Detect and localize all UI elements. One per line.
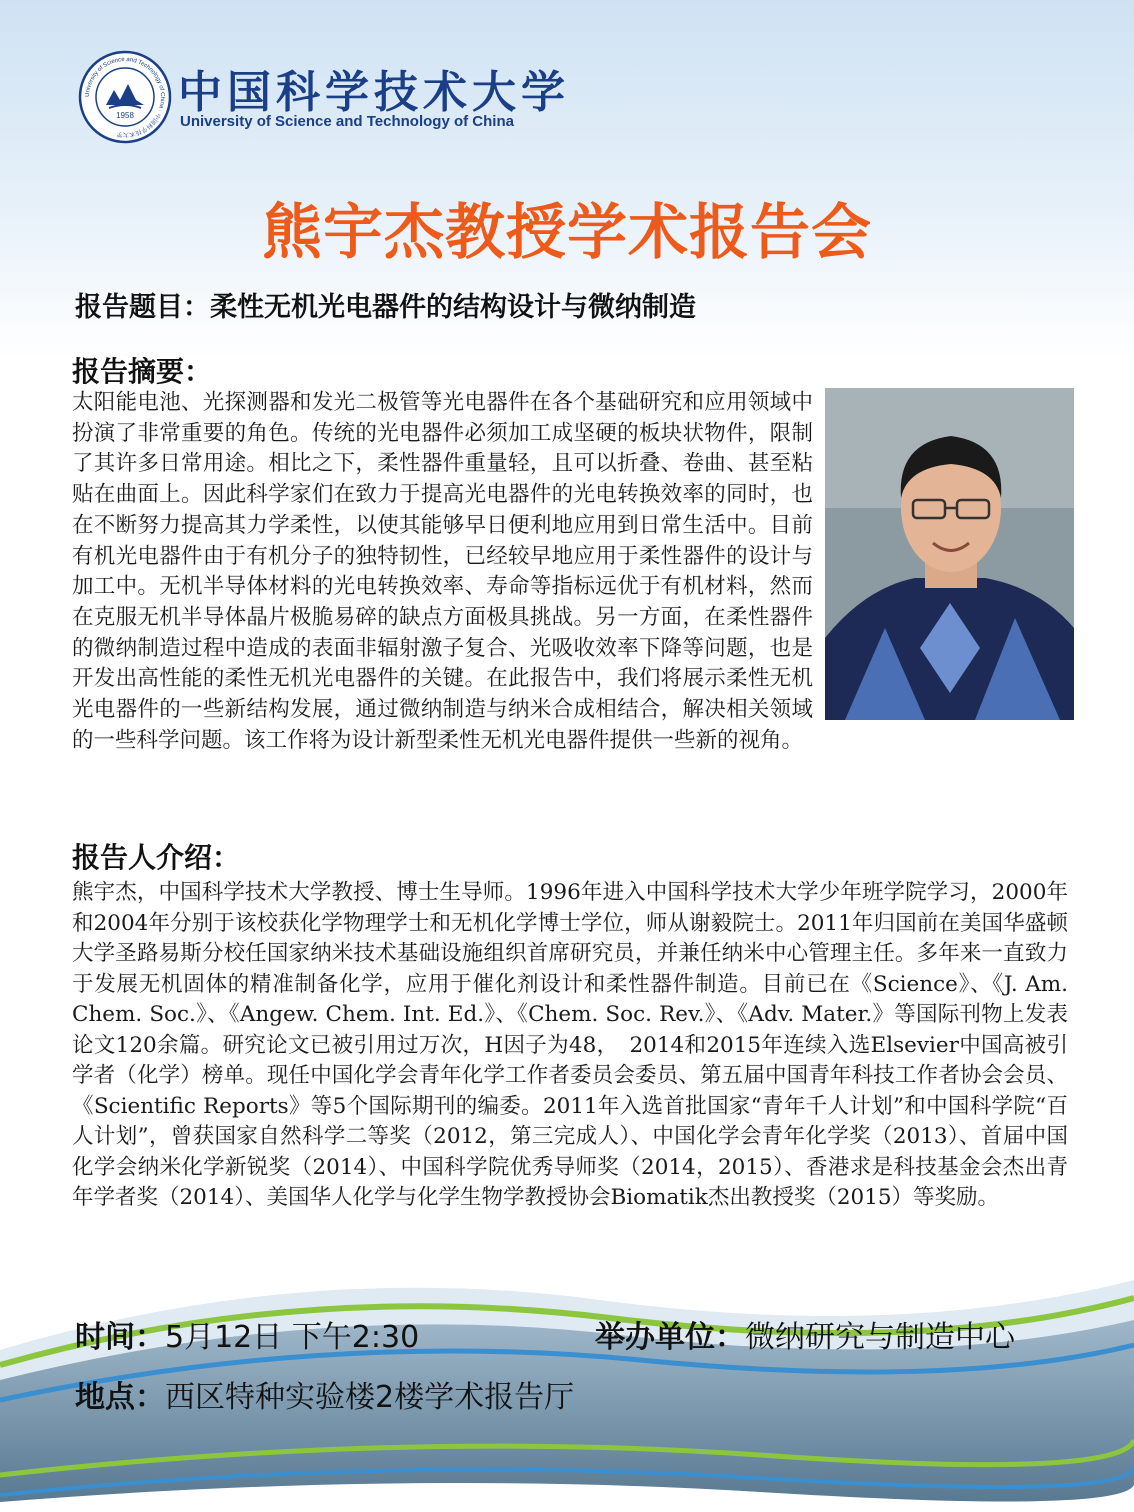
seal-year: 1958 [116,111,134,120]
university-name-en: University of Science and Technology of China [180,113,514,130]
page-title: 熊宇杰教授学术报告会 [262,198,872,268]
event-place [75,1372,574,1416]
organizer-value: 微纳研究与制造中心 [745,1320,1015,1355]
speaker-heading: 报告人介绍： [72,841,241,874]
speaker-bio: 熊宇杰，中国科学技术大学教授、博士生导师。1996年进入中国科学技术大学少年班学院学习，2000年和2004年分别于该校获化学物理学士和无机化学博士学位，师从谢毅院士。2011年归国前在美国华盛顿大学圣路易斯分校任国家纳米技术基础设施组织首席研究员，并兼任纳米中心管理主任。多年来一直致力于发展无机固体的精准制备化学，应用于催化剂设计和柔性器件制造。目前已在《Science》、《J. Am. Chem. Soc.》、《Angew. Chem. Int. Ed.》、《Chem. Soc. Rev.》、《Adv. Mater.》等国际刊物上发表论文120余篇。研究论文已被引用过万次，H因子为48， 2014和2015年连续入选Elsevier中国高被引学者（化学）榜单。现任中国化学会青年化学工作者委员会委员、第五届中国青年科技工作者协会会员、《Scientific Reports》等5个国际期刊的编委。2011年入选首批国家“青年千人计划”和中国科学院“百人计划”，曾获国家自然科学二等奖（2012，第三完成人）、中国化学会青年化学奖（2013）、首届中国化学会纳米化学新锐奖（2014）、中国科学院优秀导师奖（2014，2015）、香港求是科技基金会杰出青年学者奖（2014）、美国华人化学与化学生物学教授协会Biomatik杰出教授奖（2015）等奖励。 [72,880,1068,1210]
event-organizer [595,1312,1015,1356]
university-seal-icon [78,50,172,144]
place-label: 地点： [75,1380,165,1415]
university-name-cn: 中国科学技术大学 [178,67,570,118]
event-time [75,1312,419,1356]
time-value: 5月12日 下午2:30 [165,1320,420,1355]
speaker-photo [825,388,1074,720]
place-value: 西区特种实验楼2楼学术报告厅 [165,1380,575,1415]
svg-text:University of Science and Tech: University of Science and Technology of China · 中国科学技术大学 [84,56,166,138]
subject-label: 报告题目： [75,292,210,323]
time-label: 时间： [75,1320,165,1355]
report-subject [75,285,696,324]
organizer-label: 举办单位： [595,1320,745,1355]
university-logo [78,50,570,150]
abstract-text: 太阳能电池、光探测器和发光二极管等光电器件在各个基础研究和应用领域中扮演了非常重要的角色。传统的光电器件必须加工成坚硬的板块状物件，限制了其许多日常用途。相比之下，柔性器件重量轻，且可以折叠、卷曲、甚至粘贴在曲面上。因此科学家们在致力于提高光电器件的光电转换效率的同时，也在不断努力提高其力学柔性，以使其能够早日便利地应用到日常生活中。目前有机光电器件由于有机分子的独特韧性，已经较早地应用于柔性器件的设计与加工中。无机半导体材料的光电转换效率、寿命等指标远优于有机材料，然而在克服无机半导体晶片极脆易碎的缺点方面极具挑战。另一方面，在柔性器件的微纳制造过程中造成的表面非辐射激子复合、光吸收效率下降等问题，也是开发出高性能的柔性无机光电器件的关键。在此报告中，我们将展示柔性无机光电器件的一些新结构发展，通过微纳制造与纳米合成相结合，解决相关领域的一些科学问题。该工作将为设计新型柔性无机光电器件提供一些新的视角。 [72,390,813,753]
abstract-heading: 报告摘要： [72,355,213,388]
abstract-section [72,388,1074,756]
subject-text: 柔性无机光电器件的结构设计与微纳制造 [210,292,696,323]
